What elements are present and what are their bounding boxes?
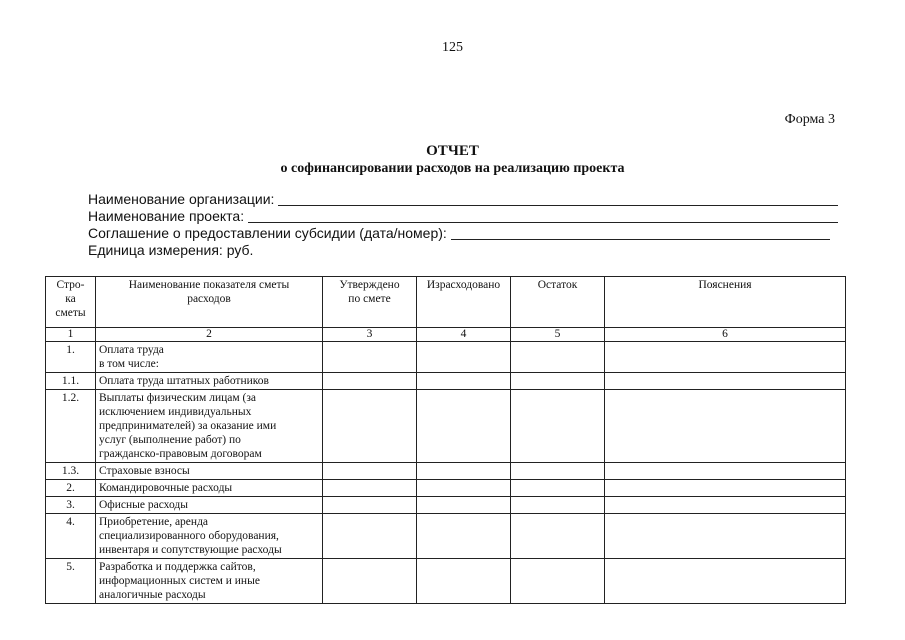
row-number-cell: 1.2. xyxy=(46,390,96,463)
table-row xyxy=(46,390,846,463)
header-row-number: Стро- ка сметы xyxy=(46,277,96,328)
project-label: Наименование проекта: xyxy=(88,208,245,224)
approved-cell[interactable] xyxy=(323,497,417,514)
header-item-name: Наименование показателя сметы расходов xyxy=(96,277,323,328)
organization-field xyxy=(88,191,838,208)
page-number: 125 xyxy=(442,40,463,55)
remainder-cell[interactable] xyxy=(511,559,605,604)
notes-cell[interactable] xyxy=(605,390,846,463)
row-number-cell: 1.1. xyxy=(46,373,96,390)
document-title: ОТЧЕТ xyxy=(426,143,479,159)
item-name-cell: Офисные расходы xyxy=(96,497,323,514)
approved-cell[interactable] xyxy=(323,480,417,497)
remainder-cell[interactable] xyxy=(511,497,605,514)
table-row xyxy=(46,559,846,604)
notes-cell[interactable] xyxy=(605,514,846,559)
project-input-line[interactable] xyxy=(248,210,838,223)
row-number-cell: 5. xyxy=(46,559,96,604)
row-number-cell: 3. xyxy=(46,497,96,514)
header-approved: Утверждено по смете xyxy=(323,277,417,328)
remainder-cell[interactable] xyxy=(511,480,605,497)
remainder-cell[interactable] xyxy=(511,463,605,480)
item-name-cell: Командировочные расходы xyxy=(96,480,323,497)
remainder-cell[interactable] xyxy=(511,373,605,390)
row-number-cell: 2. xyxy=(46,480,96,497)
approved-cell[interactable] xyxy=(323,390,417,463)
spent-cell[interactable] xyxy=(417,342,511,373)
column-number: 2 xyxy=(96,328,323,342)
spent-cell[interactable] xyxy=(417,373,511,390)
spent-cell[interactable] xyxy=(417,463,511,480)
notes-cell[interactable] xyxy=(605,373,846,390)
cofinancing-report-table xyxy=(45,276,846,604)
table-row xyxy=(46,463,846,480)
row-number-cell: 1.3. xyxy=(46,463,96,480)
form-label: Форма 3 xyxy=(784,112,835,127)
organization-input-line[interactable] xyxy=(278,193,838,206)
document-subtitle: о софинансировании расходов на реализацию проекта xyxy=(280,161,625,176)
table-row xyxy=(46,480,846,497)
item-name-cell: Оплата труда в том числе: xyxy=(96,342,323,373)
notes-cell[interactable] xyxy=(605,497,846,514)
row-number-cell: 4. xyxy=(46,514,96,559)
approved-cell[interactable] xyxy=(323,463,417,480)
table-row xyxy=(46,514,846,559)
table-row xyxy=(46,497,846,514)
approved-cell[interactable] xyxy=(323,342,417,373)
unit-label: Единица измерения: руб. xyxy=(88,242,254,258)
project-field xyxy=(88,208,838,225)
approved-cell[interactable] xyxy=(323,514,417,559)
header-remainder: Остаток xyxy=(511,277,605,328)
agreement-input-line[interactable] xyxy=(451,227,830,240)
table-row xyxy=(46,342,846,373)
report-fields xyxy=(88,191,838,259)
column-number: 6 xyxy=(605,328,846,342)
remainder-cell[interactable] xyxy=(511,390,605,463)
spent-cell[interactable] xyxy=(417,480,511,497)
notes-cell[interactable] xyxy=(605,480,846,497)
table-row xyxy=(46,373,846,390)
item-name-cell: Приобретение, аренда специализированного оборудования, инвентаря и сопутствующие расходы xyxy=(96,514,323,559)
column-number: 4 xyxy=(417,328,511,342)
column-number: 5 xyxy=(511,328,605,342)
approved-cell[interactable] xyxy=(323,559,417,604)
row-number-cell: 1. xyxy=(46,342,96,373)
item-name-cell: Оплата труда штатных работников xyxy=(96,373,323,390)
item-name-cell: Выплаты физическим лицам (за исключением индивидуальных предпринимателей) за оказание ими услуг (выполнение работ) по гражданско-правовым договорам xyxy=(96,390,323,463)
column-number: 1 xyxy=(46,328,96,342)
notes-cell[interactable] xyxy=(605,342,846,373)
approved-cell[interactable] xyxy=(323,373,417,390)
spent-cell[interactable] xyxy=(417,497,511,514)
remainder-cell[interactable] xyxy=(511,342,605,373)
agreement-label: Соглашение о предоставлении субсидии (дата/номер): xyxy=(88,225,447,241)
remainder-cell[interactable] xyxy=(511,514,605,559)
item-name-cell: Страховые взносы xyxy=(96,463,323,480)
agreement-field xyxy=(88,225,838,242)
header-spent: Израсходовано xyxy=(417,277,511,328)
header-notes: Пояснения xyxy=(605,277,846,328)
column-number-row xyxy=(46,328,846,342)
item-name-cell: Разработка и поддержка сайтов, информационных систем и иные аналогичные расходы xyxy=(96,559,323,604)
organization-label: Наименование организации: xyxy=(88,191,275,207)
spent-cell[interactable] xyxy=(417,514,511,559)
notes-cell[interactable] xyxy=(605,559,846,604)
spent-cell[interactable] xyxy=(417,559,511,604)
column-number: 3 xyxy=(323,328,417,342)
table-header-row xyxy=(46,277,846,328)
notes-cell[interactable] xyxy=(605,463,846,480)
unit-field xyxy=(88,242,838,259)
spent-cell[interactable] xyxy=(417,390,511,463)
